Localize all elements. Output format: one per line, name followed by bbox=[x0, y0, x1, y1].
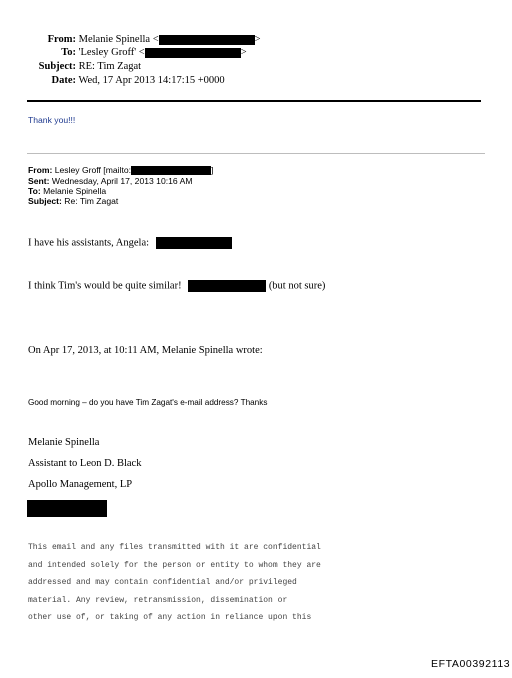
header-date-value: Wed, 17 Apr 2013 14:17:15 +0000 bbox=[78, 75, 225, 86]
forwarded-subject-label: Subject: bbox=[28, 196, 62, 206]
header-from-label: From: bbox=[47, 34, 76, 45]
signature-company: Apollo Management, LP bbox=[28, 479, 133, 490]
redaction-block bbox=[131, 165, 214, 175]
forwarded-from-close: ] bbox=[211, 165, 214, 175]
quoted-question: Good morning – do you have Tim Zagat's e-mail address? Thanks bbox=[28, 398, 268, 407]
signature-name: Melanie Spinella bbox=[28, 437, 100, 448]
disclaimer-line: addressed and may contain confidential and/or privileged bbox=[28, 578, 297, 587]
header-date-label: Date: bbox=[51, 75, 76, 86]
body-line-similar-text: I think Tim's would be quite similar! bbox=[28, 280, 182, 292]
forwarded-from-value: Lesley Groff [mailto: bbox=[54, 165, 132, 175]
forwarded-subject-value: Re: Tim Zagat bbox=[64, 196, 119, 206]
disclaimer-line: other use of, or taking of any action in reliance upon this bbox=[28, 613, 312, 622]
forwarded-sent-row bbox=[28, 176, 193, 186]
forward-divider bbox=[27, 153, 485, 154]
quote-header: On Apr 17, 2013, at 10:11 AM, Melanie Spinella wrote: bbox=[28, 345, 263, 356]
header-date-row bbox=[0, 75, 225, 86]
redaction-block bbox=[159, 35, 255, 45]
header-from-row bbox=[0, 34, 261, 45]
signature-title: Assistant to Leon D. Black bbox=[28, 458, 142, 469]
forwarded-to-value: Melanie Spinella bbox=[43, 186, 107, 196]
forwarded-sent-label: Sent: bbox=[28, 176, 50, 186]
body-line-assistant bbox=[28, 237, 232, 249]
header-subject-value: RE: Tim Zagat bbox=[78, 61, 142, 72]
header-subject-label: Subject: bbox=[38, 61, 76, 72]
disclaimer-line: material. Any review, retransmission, dissemination or bbox=[28, 596, 288, 605]
header-from-close: > bbox=[254, 34, 261, 45]
header-to-value: 'Lesley Groff' < bbox=[78, 47, 145, 58]
redaction-block bbox=[156, 237, 232, 249]
forwarded-from-label: From: bbox=[28, 165, 53, 175]
body-line-assistant-text: I have his assistants, Angela: bbox=[28, 237, 150, 249]
disclaimer-line: This email and any files transmitted with it are confidential bbox=[28, 543, 321, 552]
header-to-close: > bbox=[240, 47, 247, 58]
forwarded-sent-value: Wednesday, April 17, 2013 10:16 AM bbox=[51, 176, 193, 186]
header-subject-row bbox=[0, 61, 141, 72]
reply-text: Thank you!!! bbox=[28, 115, 76, 125]
header-from-value: Melanie Spinella < bbox=[78, 34, 159, 45]
forwarded-from-row bbox=[28, 165, 213, 175]
disclaimer-line: and intended solely for the person or entity to whom they are bbox=[28, 561, 321, 570]
header-to-label: To: bbox=[61, 47, 76, 58]
forwarded-to-label: To: bbox=[28, 186, 41, 196]
header-to-row bbox=[0, 47, 247, 58]
forwarded-to-row bbox=[28, 186, 106, 196]
redaction-block bbox=[145, 48, 241, 58]
redaction-block bbox=[27, 500, 107, 517]
header-divider bbox=[27, 100, 481, 102]
body-line-similar bbox=[28, 280, 325, 292]
document-id: EFTA00392113 bbox=[431, 658, 511, 670]
body-line-similar-note: (but not sure) bbox=[268, 280, 326, 292]
forwarded-subject-row bbox=[28, 196, 118, 206]
redaction-block bbox=[188, 280, 266, 292]
